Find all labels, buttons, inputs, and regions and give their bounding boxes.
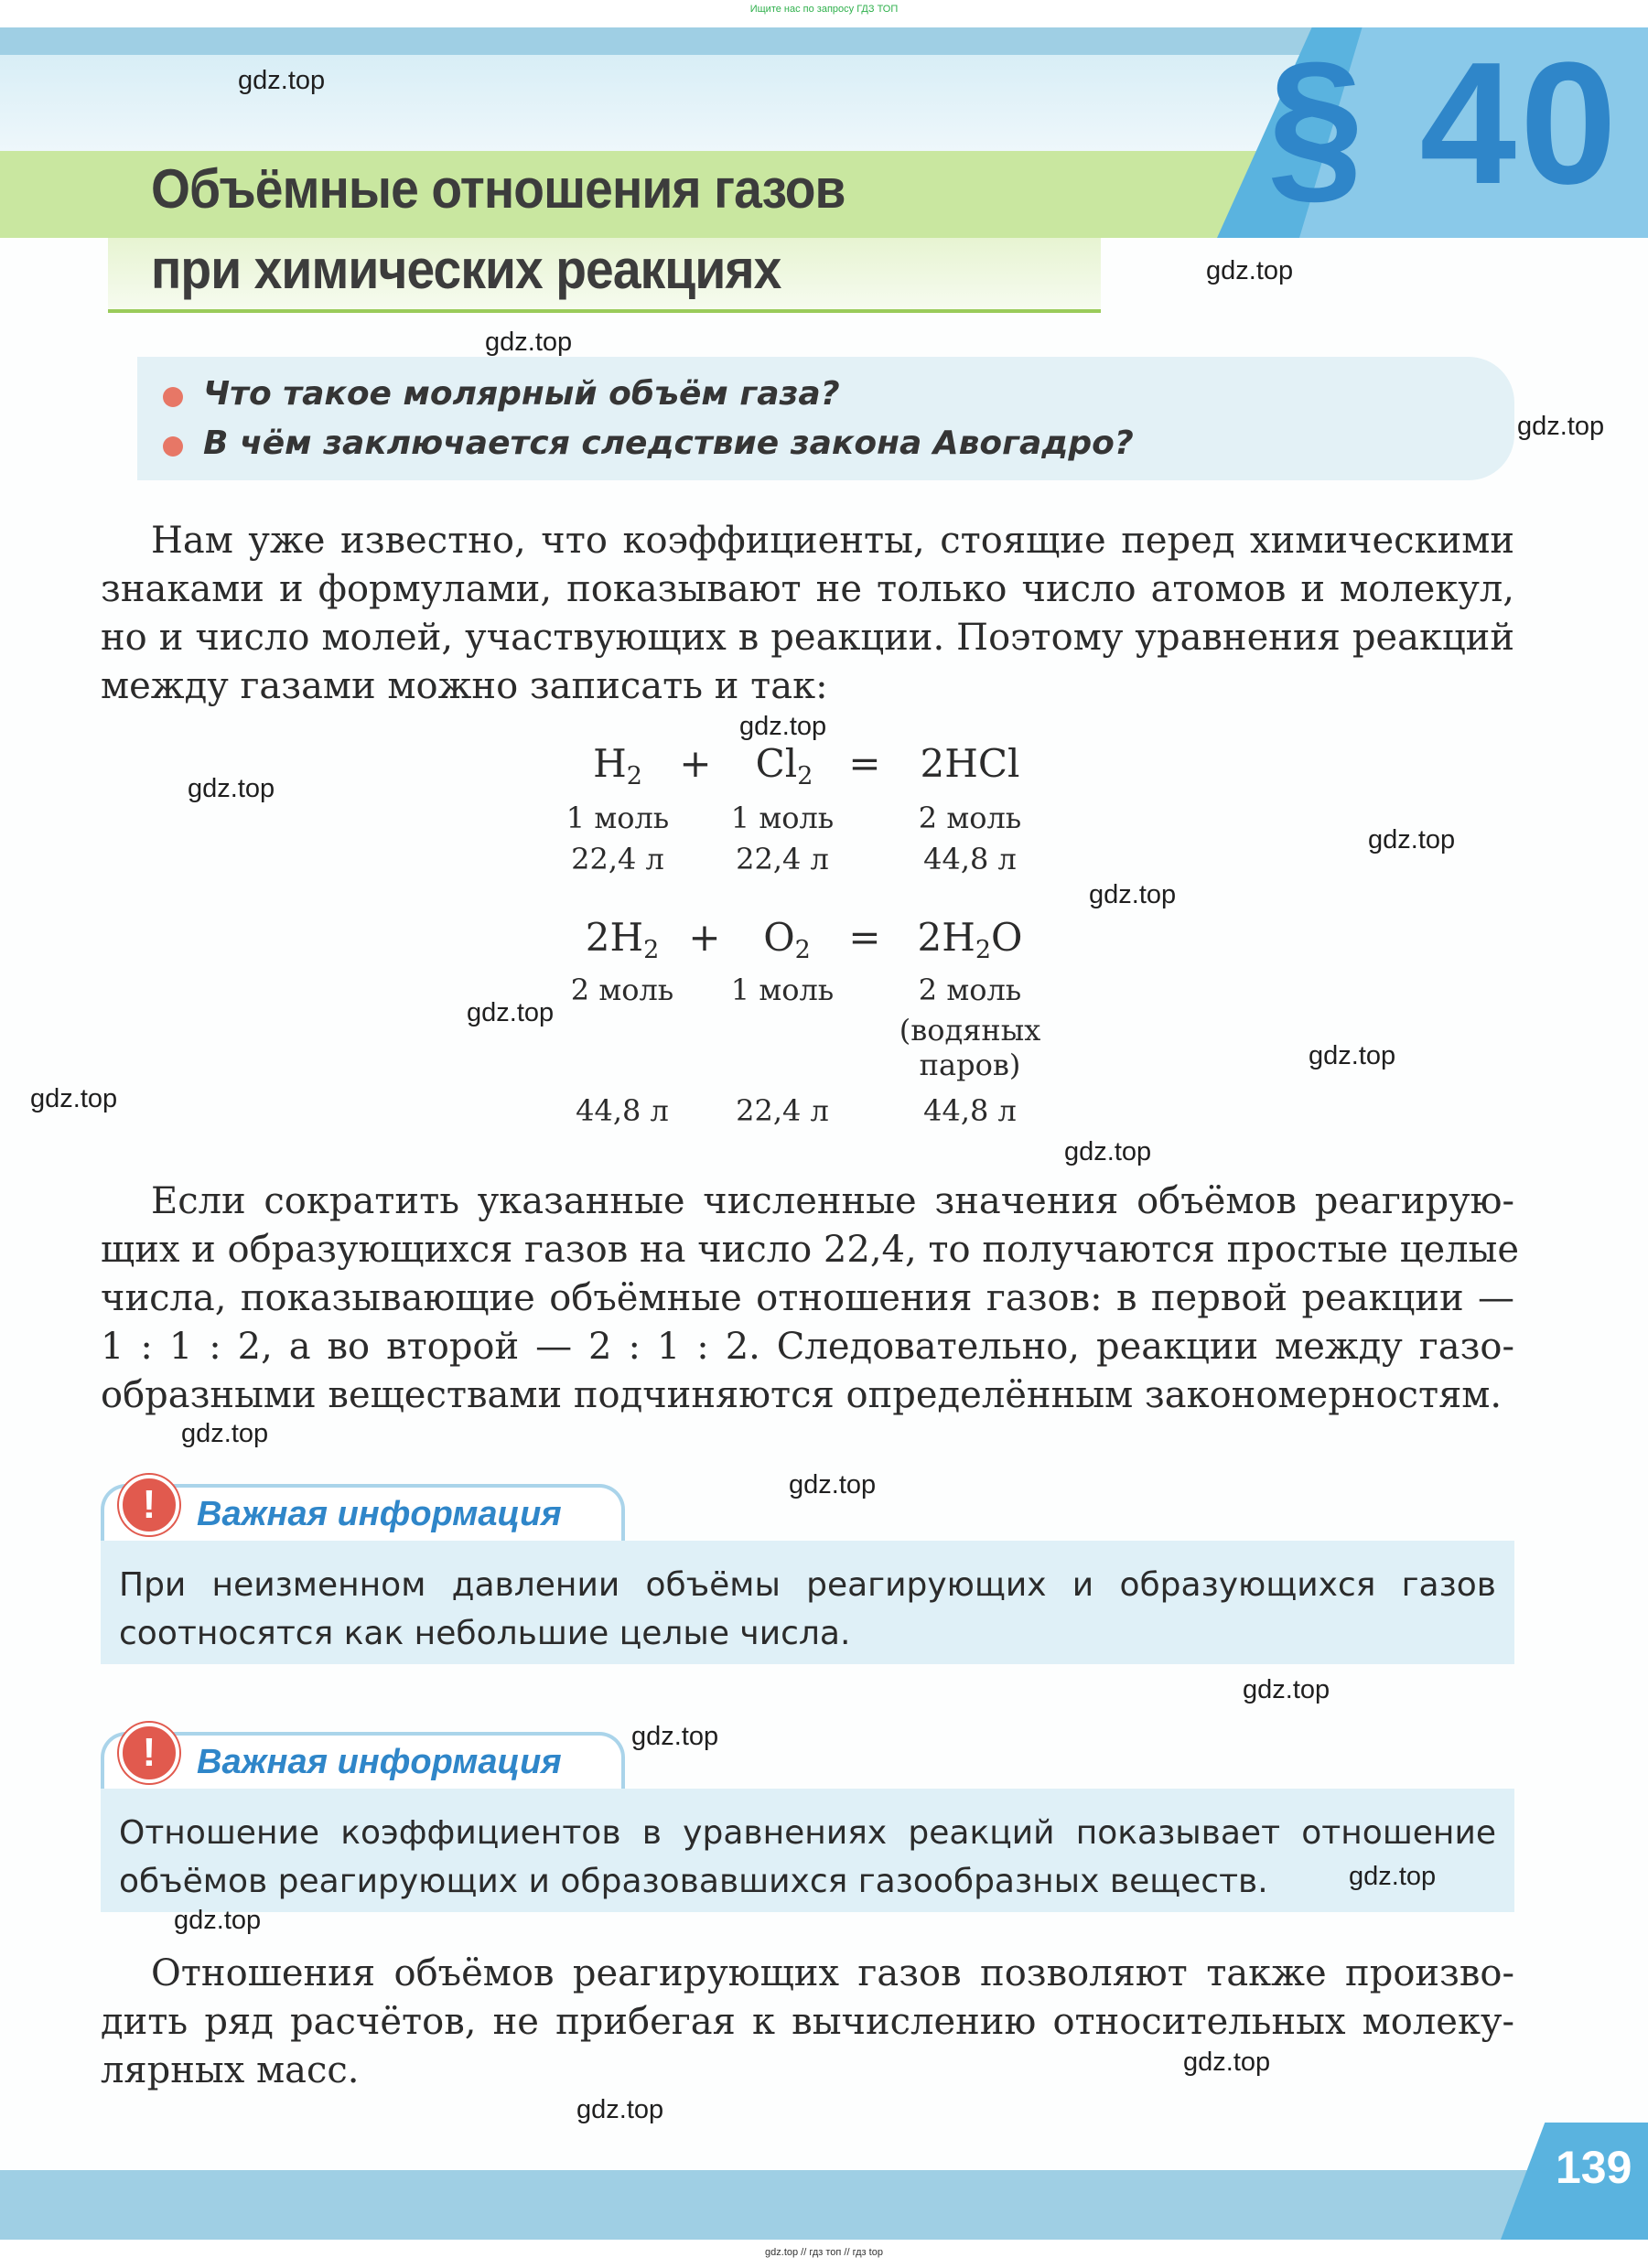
question-1: Что такое молярный объём газа?: [203, 375, 840, 413]
eq1-volume-2: 22,4 л: [736, 842, 829, 876]
final-paragraph: [101, 1950, 1514, 2095]
eq2-2h2: $2H_2$: [585, 915, 660, 964]
conclusion-line: числа, показывающие объёмные отношения газов: в первой реакции —: [101, 1277, 1514, 1319]
watermark: gdz.top: [1064, 1137, 1152, 1166]
info-line: объёмов реагирующих и образовавшихся газообразных веществ.: [119, 1863, 1268, 1900]
watermark: gdz.top: [1243, 1675, 1330, 1704]
footer-band: [0, 2170, 1648, 2240]
eq2-note-1: (водяных: [899, 1013, 1041, 1048]
eq1-2hcl: 2HCl: [920, 741, 1020, 786]
question-2: В чём заключается следствие закона Авогадро?: [203, 425, 1134, 462]
eq1-moles-3: 2 моль: [918, 801, 1022, 835]
watermark: gdz.top: [576, 2095, 664, 2124]
eq2-equals: =: [848, 915, 881, 960]
final-line: дить ряд расчётов, не прибегая к вычислению относительных молеку-: [101, 2001, 1514, 2043]
eq1-moles-2: 1 моль: [730, 801, 835, 835]
final-line: лярных масс.: [101, 2049, 360, 2091]
intro-line: знаками и формулами, показывают не только число атомов и молекул,: [101, 568, 1514, 610]
eq2-moles-2: 1 моль: [730, 973, 835, 1007]
watermark: gdz.top: [30, 1084, 118, 1113]
intro-paragraph: [101, 517, 1514, 711]
watermark: gdz.top: [1349, 1862, 1437, 1891]
eq1-h2: $H_2$: [593, 741, 642, 790]
page-title-line-1: Объёмные отношения газов: [151, 158, 846, 220]
site-top-notice: Ищите нас по запросу ГДЗ ТОП: [749, 4, 899, 15]
conclusion-line: Если сократить указанные численные значения объёмов реагирую-: [151, 1180, 1514, 1222]
exclamation-icon: !: [119, 1475, 179, 1535]
eq1-equals: =: [848, 741, 881, 786]
watermark: gdz.top: [1517, 412, 1605, 441]
watermark: gdz.top: [739, 712, 827, 741]
watermark: gdz.top: [181, 1419, 269, 1448]
eq2-moles-1: 2 моль: [570, 973, 674, 1007]
eq2-2h2o: $2H_2O$: [917, 915, 1023, 964]
eq2-volume-2: 22,4 л: [736, 1093, 829, 1128]
eq1-cl2: $Cl_2$: [755, 741, 813, 790]
final-line: Отношения объёмов реагирующих газов позволяют также произво-: [151, 1952, 1514, 1994]
watermark: gdz.top: [1183, 2048, 1271, 2077]
watermark: gdz.top: [1206, 256, 1294, 285]
conclusion-line: щих и образующихся газов на число 22,4, то получаются простые целые: [101, 1229, 1520, 1271]
conclusion-paragraph: [101, 1177, 1520, 1420]
intro-line: Нам уже известно, что коэффициенты, стоящие перед химическими: [151, 520, 1514, 562]
eq2-note-2: паров): [919, 1048, 1021, 1082]
page-number: 139: [1556, 2142, 1632, 2193]
info-line: При неизменном давлении объёмы реагирующих и образующихся газов: [119, 1566, 1496, 1604]
watermark: gdz.top: [1309, 1041, 1396, 1070]
info-text-2: [119, 1809, 1496, 1906]
watermark: gdz.top: [238, 66, 326, 95]
conclusion-line: образными веществами подчиняются определённым закономерностям.: [101, 1374, 1503, 1416]
watermark: gdz.top: [467, 998, 555, 1027]
info-text-1: [119, 1561, 1496, 1658]
watermark: gdz.top: [1089, 880, 1177, 909]
intro-line: но и число молей, участвующих в реакции. Поэтому уравнения реакций: [101, 617, 1514, 659]
title-underline: [108, 309, 1101, 313]
watermark: gdz.top: [789, 1470, 877, 1499]
conclusion-line: 1 : 1 : 2, а во второй — 2 : 1 : 2. Следовательно, реакции между газо-: [101, 1326, 1514, 1368]
watermark: gdz.top: [1368, 825, 1456, 855]
section-number: § 40: [1267, 27, 1621, 220]
bullet-icon: [163, 387, 183, 407]
eq2-o2: $O_2$: [763, 915, 811, 964]
watermark: gdz.top: [631, 1722, 719, 1751]
info-label-1: Важная информация: [197, 1495, 562, 1533]
eq2-volume-1: 44,8 л: [576, 1093, 669, 1128]
info-label-2: Важная информация: [197, 1743, 562, 1781]
eq1-volume-1: 22,4 л: [571, 842, 664, 876]
info-line: соотносятся как небольшие целые числа.: [119, 1615, 851, 1652]
intro-line: между газами можно записать и так:: [101, 665, 828, 707]
watermark: gdz.top: [174, 1906, 262, 1935]
page-title-line-2: при химических реакциях: [151, 239, 781, 300]
eq2-moles-3: 2 моль: [918, 973, 1022, 1007]
eq1-plus: +: [679, 741, 712, 786]
site-bottom-notice: gdz.top // гдз топ // гдз top: [765, 2247, 883, 2258]
watermark: gdz.top: [188, 774, 275, 803]
exclamation-icon: !: [119, 1723, 179, 1783]
eq2-volume-3: 44,8 л: [923, 1093, 1017, 1128]
eq2-plus: +: [688, 915, 721, 960]
info-line: Отношение коэффициентов в уравнениях реакций показывает отношение: [119, 1814, 1496, 1852]
watermark: gdz.top: [485, 328, 573, 357]
eq1-moles-1: 1 моль: [565, 801, 670, 835]
bullet-icon: [163, 436, 183, 457]
eq1-volume-3: 44,8 л: [923, 842, 1017, 876]
